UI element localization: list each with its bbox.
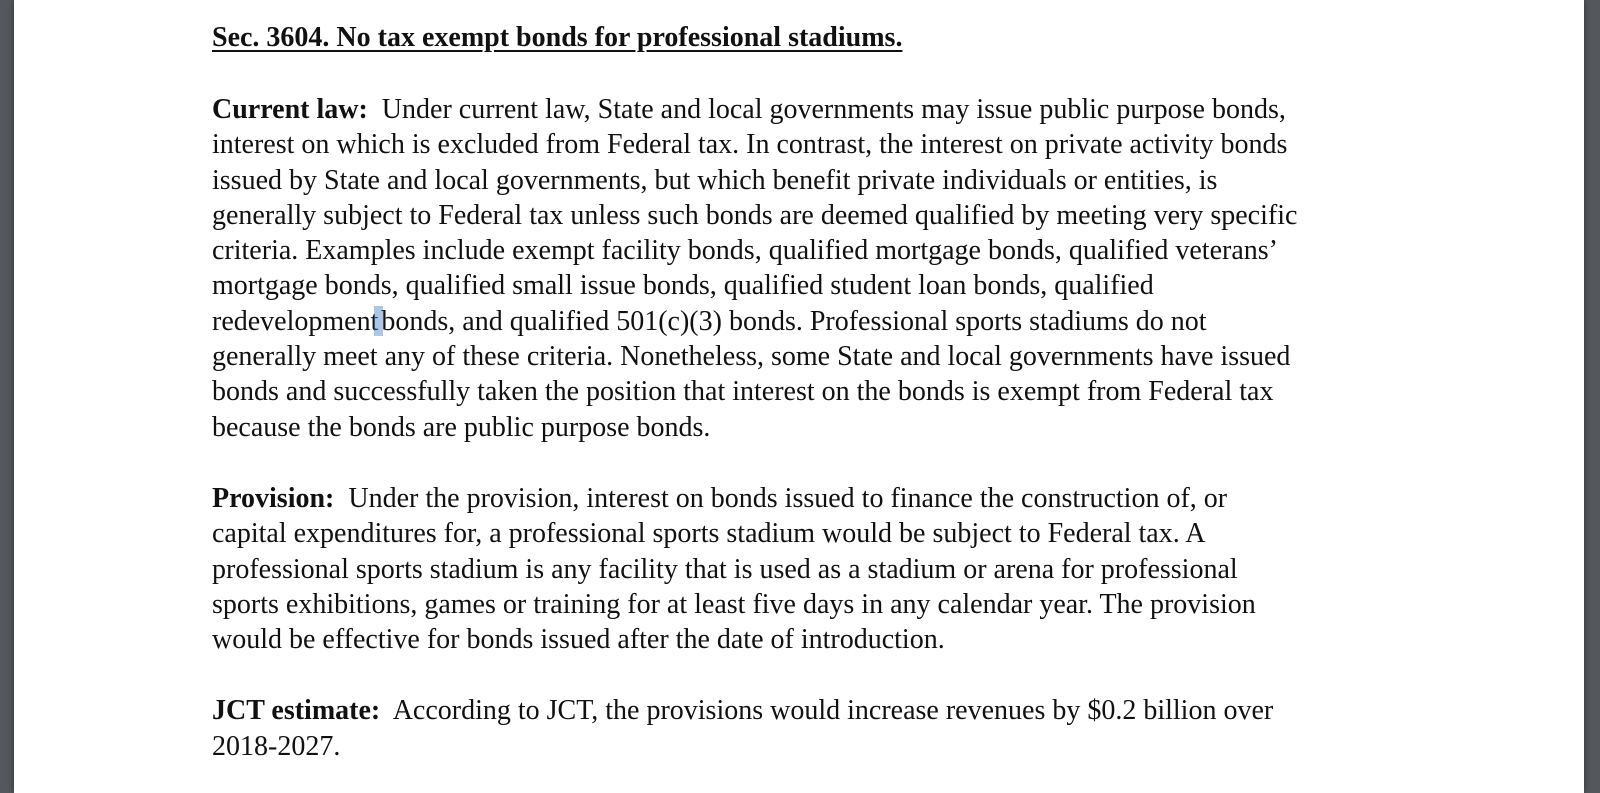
provision-label: Provision: — [212, 482, 335, 514]
current-law-label: Current law: — [212, 94, 368, 125]
paragraph-line: 2018-2027. — [212, 730, 341, 762]
paragraph-line: sports exhibitions, games or training for at least five days in any calendar year. The provision — [212, 588, 1256, 620]
jct-estimate-paragraph — [212, 693, 1412, 764]
paragraph-line: interest on which is excluded from Federal tax. In contrast, the interest on private activity bonds — [212, 129, 1288, 161]
jct-estimate-label: JCT estimate: — [212, 695, 381, 727]
page-content — [212, 12, 1412, 764]
current-law-section — [212, 92, 1412, 445]
paragraph-line — [212, 92, 1412, 127]
paragraph-line — [212, 693, 1412, 728]
document-page — [14, 0, 1584, 793]
current-law-paragraph — [212, 92, 1412, 445]
paragraph-line: capital expenditures for, a professional sports stadium would be subject to Federal tax. A — [212, 518, 1206, 550]
paragraph-line: bonds and successfully taken the position that interest on the bonds is exempt from Federal tax — [212, 376, 1274, 408]
section-heading: Sec. 3604. No tax exempt bonds for professional stadiums. — [212, 22, 903, 53]
provision-section — [212, 481, 1412, 657]
text-run: bonds, and qualified 501(c)(3) bonds. Professional sports stadiums do not — [381, 305, 1207, 337]
paragraph-line: generally meet any of these criteria. Nonetheless, some State and local governments have issued — [212, 341, 1291, 373]
text-run: Under the provision, interest on bonds issued to finance the construction of, or — [348, 482, 1228, 514]
paragraph-line — [212, 304, 1412, 339]
text-run: Under current law, State and local governments may issue public purpose bonds, — [381, 94, 1286, 125]
jct-estimate-section — [212, 693, 1412, 764]
paragraph-line: issued by State and local governments, but which benefit private individuals or entities, is — [212, 164, 1218, 196]
paragraph-line: because the bonds are public purpose bonds. — [212, 411, 711, 443]
paragraph-line — [212, 481, 1412, 516]
paragraph-line: professional sports stadium is any facility that is used as a stadium or arena for professional — [212, 553, 1238, 585]
provision-paragraph — [212, 481, 1412, 657]
paragraph-line: generally subject to Federal tax unless such bonds are deemed qualified by meeting very specific — [212, 199, 1298, 231]
paragraph-line: would be effective for bonds issued after the date of introduction. — [212, 624, 945, 656]
text-run: redevelopment — [212, 305, 379, 337]
text-run: According to JCT, the provisions would increase revenues by $0.2 billion over — [392, 695, 1274, 727]
paragraph-line: criteria. Examples include exempt facility bonds, qualified mortgage bonds, qualified veterans’ — [212, 235, 1278, 267]
paragraph-line: mortgage bonds, qualified small issue bonds, qualified student loan bonds, qualified — [212, 270, 1154, 302]
